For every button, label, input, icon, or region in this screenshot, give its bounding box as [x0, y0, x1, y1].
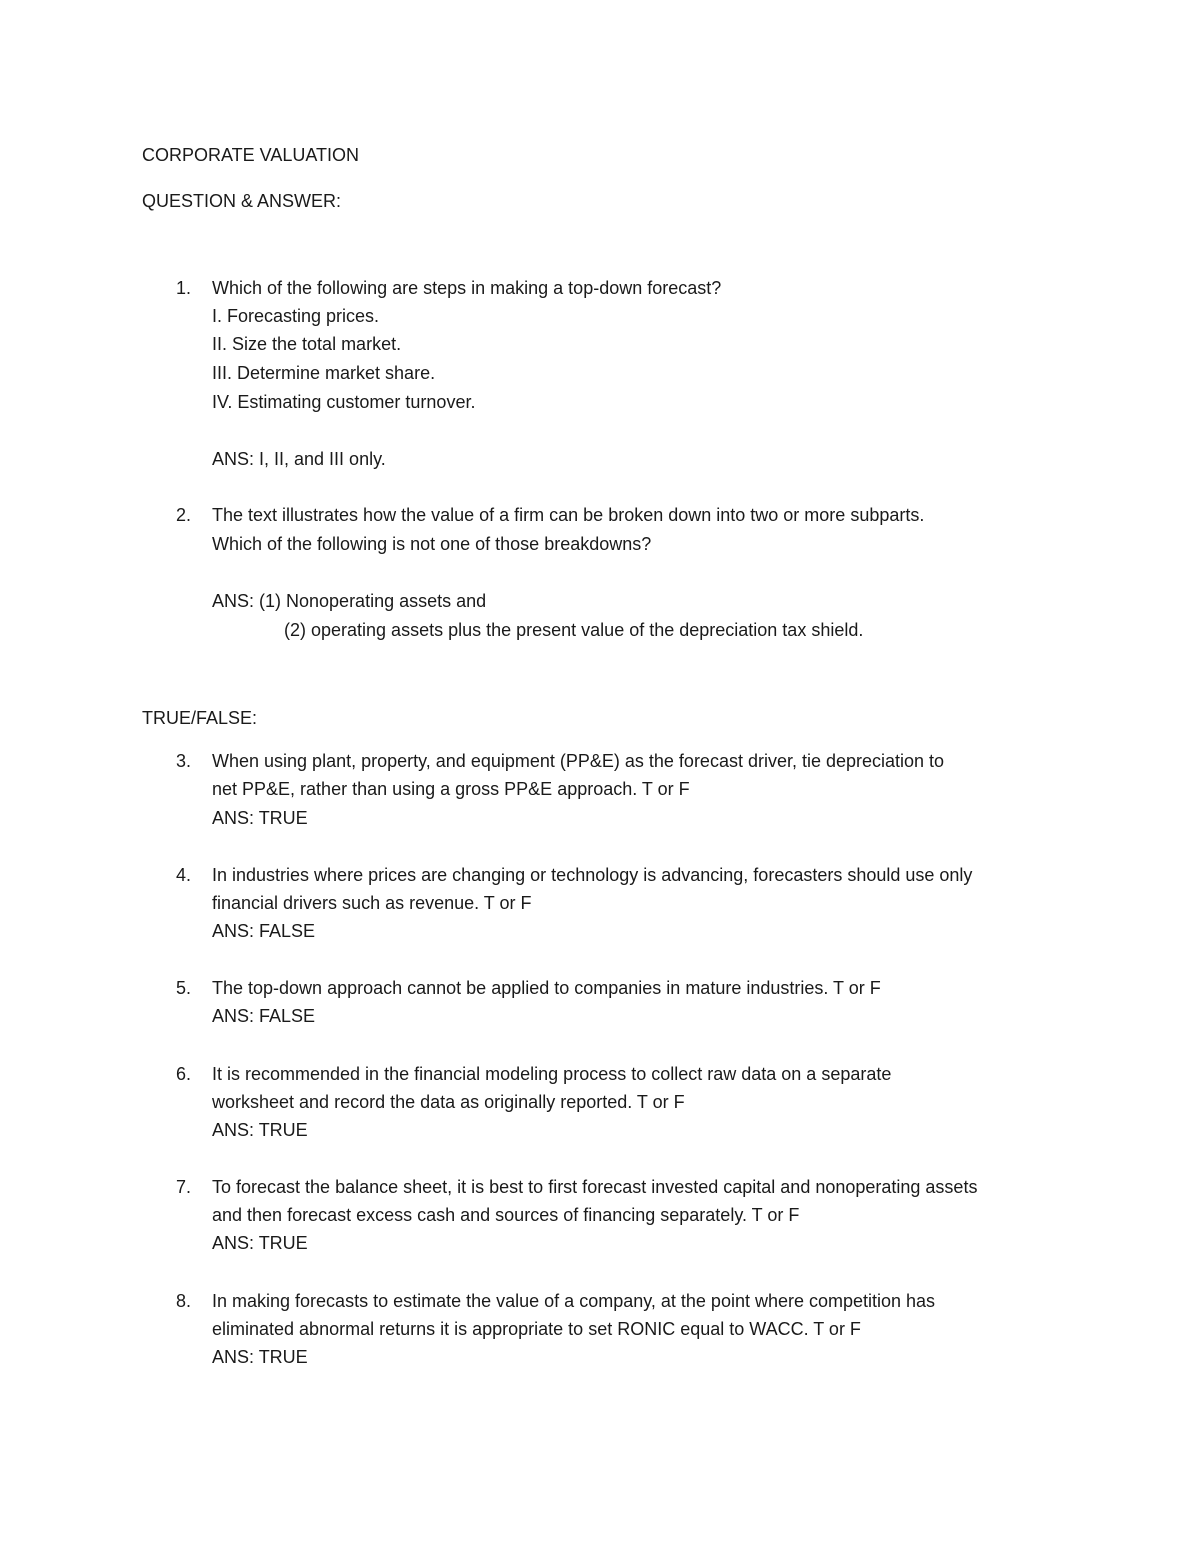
q2-text-line2: Which of the following is not one of those breakdowns? — [212, 534, 652, 554]
q7-line1: To forecast the balance sheet, it is best to first forecast invested capital and nonoperating assets — [212, 1177, 978, 1197]
q6-answer: ANS: TRUE — [212, 1120, 308, 1140]
q1-number: 1. — [176, 278, 192, 298]
q3-answer: ANS: TRUE — [212, 808, 308, 828]
q2-answer-line2: (2) operating assets plus the present value of the depreciation tax shield. — [284, 620, 864, 640]
q7-answer: ANS: TRUE — [212, 1233, 308, 1253]
q4-line1: In industries where prices are changing or technology is advancing, forecasters should use only — [212, 865, 973, 885]
q4-line2: financial drivers such as revenue. T or F — [212, 893, 532, 913]
section-heading-qa: QUESTION & ANSWER: — [142, 191, 342, 211]
q3-number: 3. — [176, 751, 192, 771]
q1-text: Which of the following are steps in making a top-down forecast? — [212, 278, 722, 298]
document-title: CORPORATE VALUATION — [142, 145, 360, 165]
q5-line1: The top-down approach cannot be applied to companies in mature industries. T or F — [212, 978, 881, 998]
q6-line2: worksheet and record the data as originally reported. T or F — [212, 1092, 685, 1112]
q1-option-2: II. Size the total market. — [212, 334, 402, 354]
q1-option-3: III. Determine market share. — [212, 363, 436, 383]
q1-option-4: IV. Estimating customer turnover. — [212, 392, 476, 412]
q6-line1: It is recommended in the financial modeling process to collect raw data on a separate — [212, 1064, 892, 1084]
q7-number: 7. — [176, 1177, 192, 1197]
section-heading-tf: TRUE/FALSE: — [142, 708, 258, 728]
q2-text-line1: The text illustrates how the value of a firm can be broken down into two or more subparts. — [212, 505, 925, 525]
q2-number: 2. — [176, 505, 192, 525]
q4-number: 4. — [176, 865, 192, 885]
q8-line2: eliminated abnormal returns it is appropriate to set RONIC equal to WACC. T or F — [212, 1319, 861, 1339]
q6-number: 6. — [176, 1064, 192, 1084]
q2-answer-line1: ANS: (1) Nonoperating assets and — [212, 591, 487, 611]
q8-answer: ANS: TRUE — [212, 1347, 308, 1367]
q8-line1: In making forecasts to estimate the value of a company, at the point where competition has — [212, 1291, 936, 1311]
q1-option-1: I. Forecasting prices. — [212, 306, 380, 326]
q3-line1: When using plant, property, and equipment (PP&E) as the forecast driver, tie depreciation to — [212, 751, 945, 771]
q4-answer: ANS: FALSE — [212, 921, 316, 941]
q1-answer: ANS: I, II, and III only. — [212, 449, 386, 469]
q8-number: 8. — [176, 1291, 192, 1311]
q3-line2: net PP&E, rather than using a gross PP&E approach. T or F — [212, 779, 690, 799]
q5-number: 5. — [176, 978, 192, 998]
q5-answer: ANS: FALSE — [212, 1006, 316, 1026]
q7-line2: and then forecast excess cash and sources of financing separately. T or F — [212, 1205, 800, 1225]
